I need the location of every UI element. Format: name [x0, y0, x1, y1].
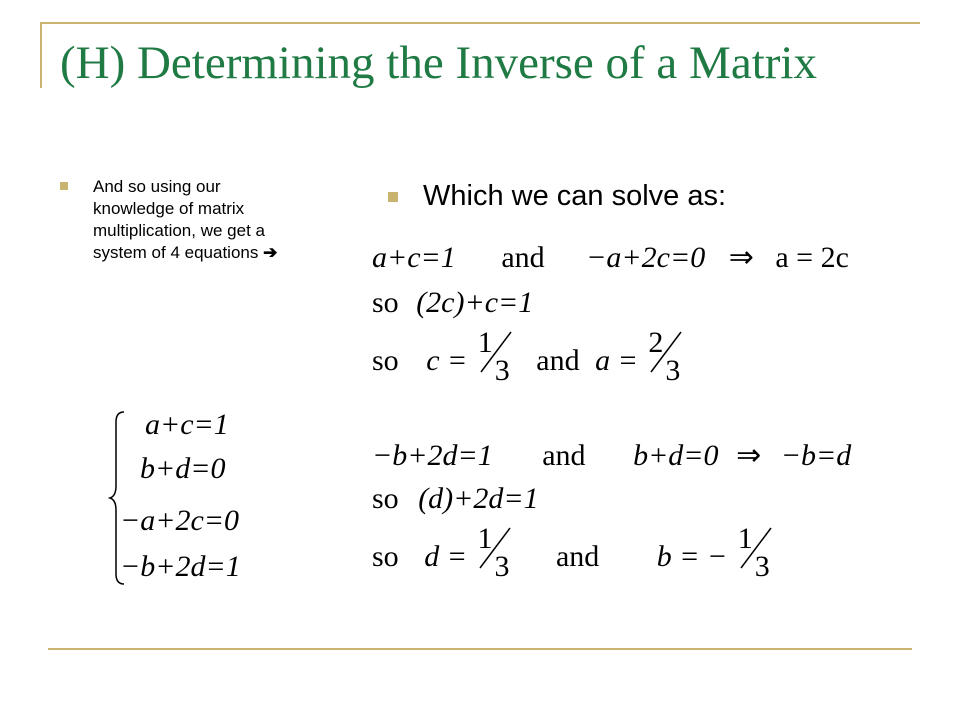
- system-eq-4: −b+2d=1: [120, 550, 241, 583]
- bottom-rule: [48, 648, 912, 650]
- bullet-square-icon: [388, 192, 398, 202]
- implies-arrow-icon: ⇒: [736, 439, 762, 472]
- fraction-d: 1 3: [477, 522, 510, 583]
- system-eq-1: a+c=1: [145, 408, 229, 441]
- top-rule: [40, 22, 920, 24]
- fraction-c: 1 3: [477, 326, 510, 387]
- sol-b-line1: −b+2d=1 and b+d=0 ⇒ −b=d: [372, 439, 852, 472]
- right-bullet-text: Which we can solve as:: [423, 180, 727, 212]
- sol-b-line3: so d = 1 3 and b = − 1 3: [372, 536, 777, 582]
- fraction-b: 1 3: [737, 522, 770, 583]
- sol-a-line2: so (2c)+c=1: [372, 286, 534, 319]
- sol-a-line3: so c = 1 3 and a = 2 3: [372, 340, 687, 386]
- left-rule: [40, 22, 42, 88]
- bullet-square-icon: [60, 182, 68, 190]
- system-eq-3: −a+2c=0: [120, 504, 240, 537]
- fraction-a: 2 3: [648, 326, 681, 387]
- sol-a-line1: a+c=1 and −a+2c=0 ⇒ a = 2c: [372, 241, 849, 274]
- implies-arrow-icon: ⇒: [728, 241, 754, 274]
- system-eq-2: b+d=0: [140, 452, 226, 485]
- left-bullet-text: [93, 176, 293, 264]
- slide-title: (H) Determining the Inverse of a Matrix: [60, 37, 817, 89]
- sol-b-line2: so (d)+2d=1: [372, 482, 539, 515]
- right-arrow-icon: ➔: [263, 243, 278, 262]
- left-bullet-label: And so using our knowledge of matrix multiplication, we get a system of 4 equations: [93, 177, 265, 262]
